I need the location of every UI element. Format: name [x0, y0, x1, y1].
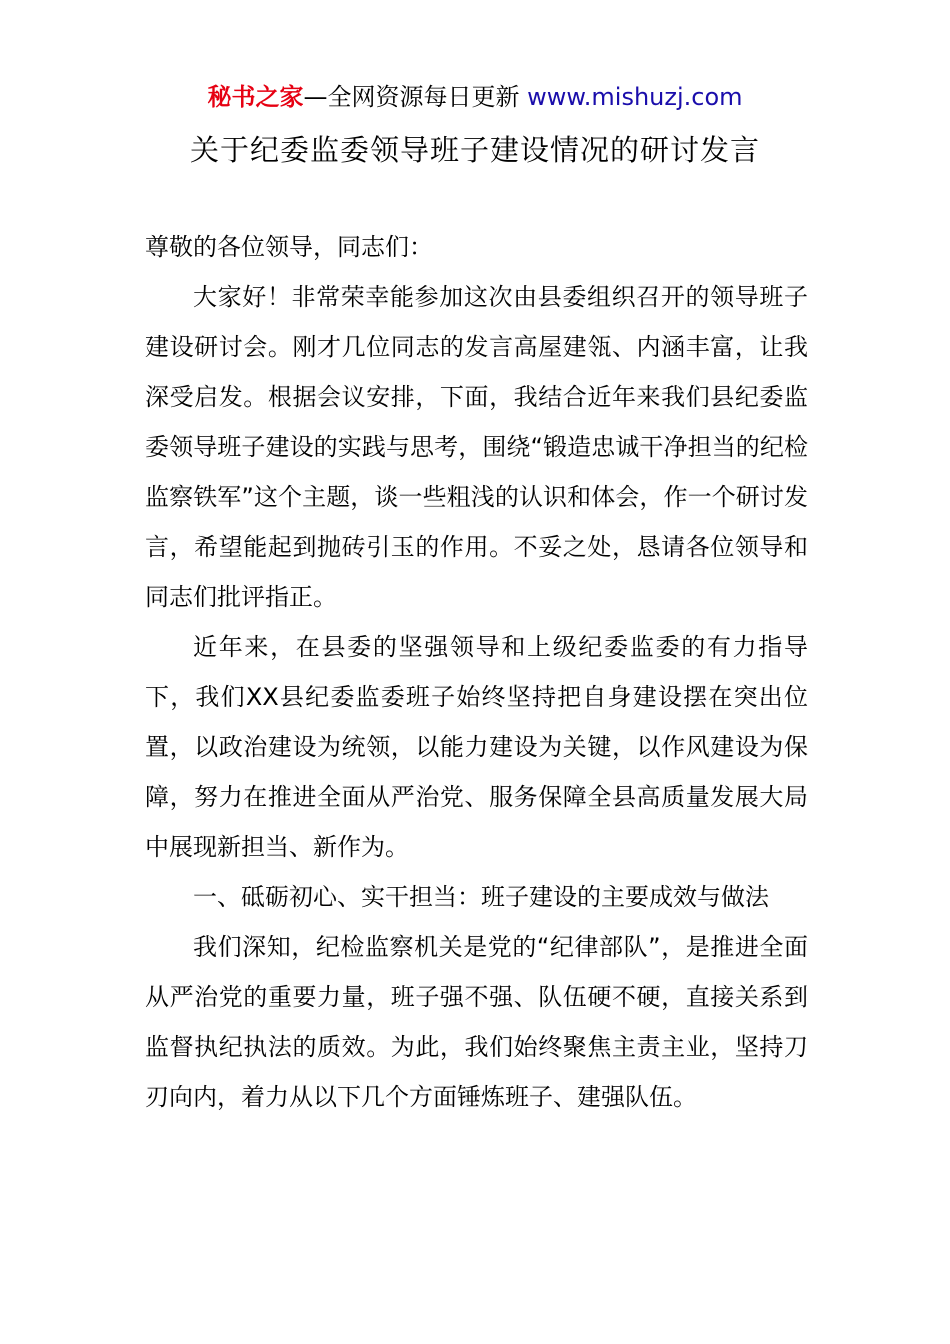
document-title: 关于纪委监委领导班子建设情况的研讨发言: [189, 133, 760, 167]
document-body: [145, 222, 808, 1122]
site-url-link[interactable]: www.mishuzj.com: [527, 83, 743, 111]
site-brand: 秘书之家: [207, 83, 304, 111]
salutation: 尊敬的各位领导，同志们：: [145, 233, 433, 261]
site-tagline: —全网资源每日更新: [303, 83, 520, 111]
paragraph-opening: 大家好！非常荣幸能参加这次由县委组织召开的领导班子建设研讨会。刚才几位同志的发言高屋建瓴、内涵丰富，让我深受启发。根据会议安排，下面，我结合近年来我们县纪委监委领导班子建设的实践与思考，围绕“锻造忠诚干净担当的纪检监察铁军”这个主题，谈一些粗浅的认识和体会，作一个研讨发言，希望能起到抛砖引玉的作用。不妥之处，恳请各位领导和同志们批评指正。: [145, 283, 808, 611]
paragraph-background: 近年来，在县委的坚强领导和上级纪委监委的有力指导下，我们XX县纪委监委班子始终坚持把自身建设摆在突出位置，以政治建设为统领，以能力建设为关键，以作风建设为保障，努力在推进全面从严治党、服务保障全县高质量发展大局中展现新担当、新作为。: [145, 633, 808, 861]
paragraph-section-intro: 我们深知，纪检监察机关是党的“纪律部队”，是推进全面从严治党的重要力量，班子强不强、队伍硬不硬，直接关系到监督执纪执法的质效。为此，我们始终聚焦主责主业，坚持刀刃向内，着力从以下几个方面锤炼班子、建强队伍。: [145, 933, 808, 1111]
site-header: [0, 80, 950, 114]
section-heading: 一、砥砺初心、实干担当：班子建设的主要成效与做法: [193, 883, 769, 911]
